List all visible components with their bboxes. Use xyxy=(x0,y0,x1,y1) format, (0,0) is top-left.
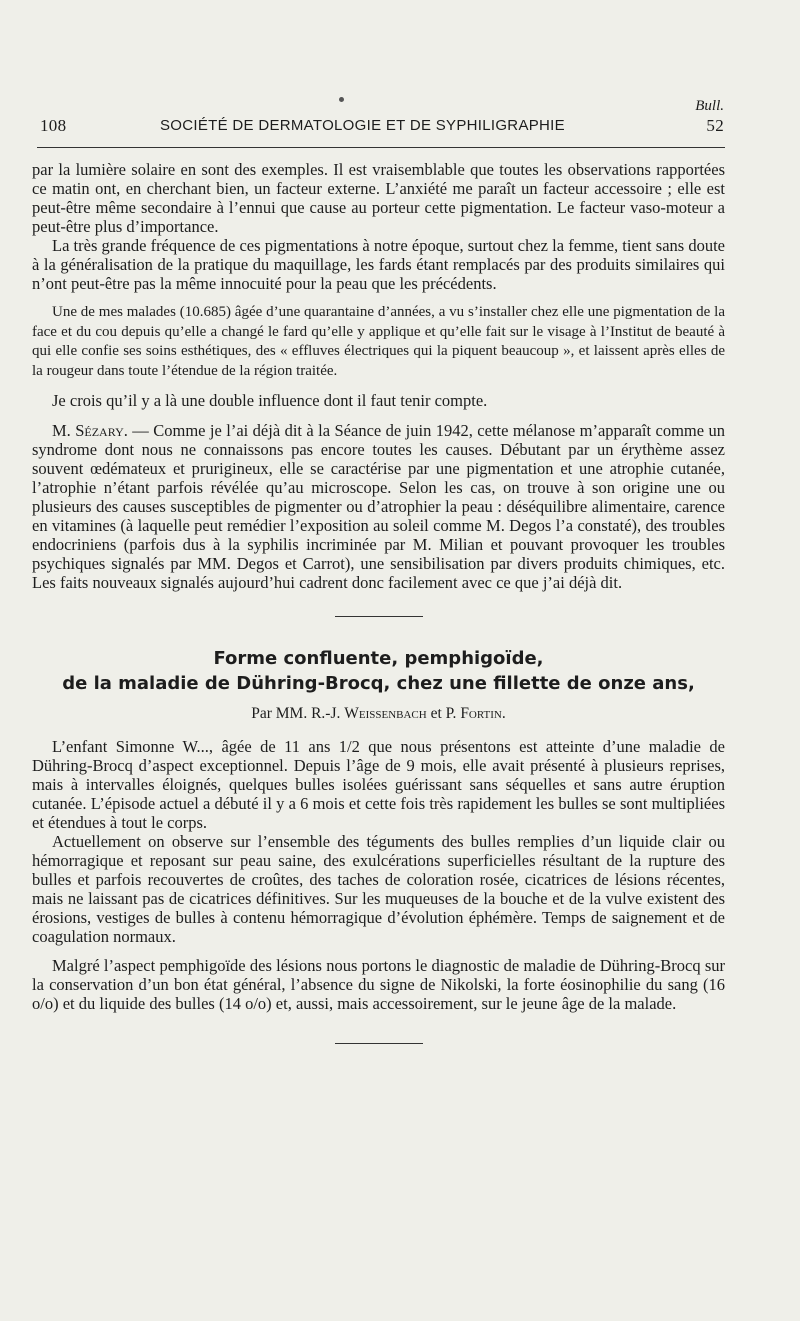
ink-dot xyxy=(339,97,344,102)
paragraph: La très grande fréquence de ces pigmentations à notre époque, surtout chez la femme, tient sans doute à la généralisation de la pratique du maquillage, les fards étant remplacés par des produits similaires qui n’ont peut-être pas la même innocuité pour la peau que les précédents. xyxy=(32,236,725,293)
page-number: 108 xyxy=(40,116,67,135)
author-name: Fortin. xyxy=(460,705,506,722)
paragraph-small: Une de mes malades (10.685) âgée d’une quarantaine d’années, a vu s’installer chez elle une pigmentation de la face et du cou depuis qu’elle a changé le fard qu’elle y applique et qu’elle fait sur le visage à l’Institut de beauté à qui elle confie ses soins esthétiques, des « effluves électriques qui la piquent beaucoup », et laissent après elles de la rougeur dans toute l’étendue de la région traitée. xyxy=(32,304,725,379)
article-title-line: de la maladie de Dühring-Brocq, chez une fillette de onze ans, xyxy=(62,673,695,694)
running-title: SOCIÉTÉ DE DERMATOLOGIE ET DE SYPHILIGRAPHIE xyxy=(160,117,565,134)
authors-mid: et P. xyxy=(426,705,461,722)
author-name: Weissenbach xyxy=(344,705,427,722)
paragraph: Actuellement on observe sur l’ensemble des téguments des bulles remplies d’un liquide clair ou hémorragique et reposant sur peau saine, des exulcérations superficielles résultant de la rupture des bulles et parfois recouvertes de croûtes, des taches de coloration rosée, cicatrices de lésions récentes, mais ne laissant pas de cicatrices définitives. Sur les muqueuses de la bouche et de la vulve existent des érosions, vestiges de bulles à contenu hémorragique d’évolution éphémère. Temps de saignement et de coagulation normaux. xyxy=(32,832,725,946)
authors-prefix: Par MM. R.-J. xyxy=(251,705,345,722)
article-authors xyxy=(32,704,725,723)
paragraph: L’enfant Simonne W..., âgée de 11 ans 1/2 que nous présentons est atteinte d’une maladie de Dühring-Brocq d’aspect exceptionnel. Depuis l’âge de 9 mois, elle avait présenté à plusieurs reprises, mais à intervalles éloignés, quelques bulles isolées guérissant sans séquelles et sans autre éruption cutanée. L’épisode actuel a débuté il y a 6 mois et cette fois très rapidement les bulles se sont multipliées et étendues à tout le corps. xyxy=(32,737,725,832)
paragraph-text: — Comme je l’ai déjà dit à la Séance de juin 1942, cette mélanose m’apparaît comme un syndrome dont nous ne connaissons pas encore toutes les causes. Débutant par un érythème assez souvent œdémateux et prurigineux, elle se caractérise par une pigmentation et une atrophie cutanée, l’atrophie n’étant parfois révélée qu’au microscope. Selon les cas, on trouve à son origine une ou plusieurs des causes susceptibles de pigmenter ou d’atrophier la peau : déséquilibre alimentaire, carence en vitamines (à laquelle peut remédier l’exposition au soleil comme M. Degos l’a constaté), des troubles endocriniens (parfois dus à la syphilis incriminée par M. Milian et pouvant provoquer les troubles psychiques signalés par MM. Degos et Carrot), une sensibilisation par divers produits chimiques, etc. Les faits nouveaux signalés aujourd’hui cadrent donc facilement avec ce que j’ai déjà dit. xyxy=(32,421,726,592)
header-rule xyxy=(37,147,725,148)
paragraph-sezary xyxy=(32,421,725,592)
speaker-name: M. Sézary. xyxy=(52,421,128,440)
body-text xyxy=(32,160,725,1044)
paragraph: Je crois qu’il y a là une double influence dont il faut tenir compte. xyxy=(52,391,488,410)
paragraph: par la lumière solaire en sont des exemples. Il est vraisemblable que toutes les observations rapportées ce matin ont, en cherchant bien, un facteur externe. L’anxiété me paraît un facteur accessoire ; elle est peut-être même secondaire à l’ennui que cause au porteur cette pigmentation. Le facteur vaso-moteur a peut-être plus d’importance. xyxy=(32,160,725,236)
section-separator xyxy=(335,616,423,617)
end-separator xyxy=(335,1043,423,1044)
paragraph: Malgré l’aspect pemphigoïde des lésions nous portons le diagnostic de maladie de Dühring-Brocq sur la conservation d’un bon état général, l’absence du signe de Nikolski, la forte éosinophilie du sang (16 o/o) et du liquide des bulles (14 o/o) et, aussi, mais accessoirement, sur le jeune âge de la malade. xyxy=(32,956,725,1013)
article-title xyxy=(32,646,725,696)
volume-number: 52 xyxy=(706,116,724,135)
running-header xyxy=(40,116,724,138)
article-title-line: Forme confluente, pemphigoïde, xyxy=(213,648,544,669)
journal-abbrev: Bull. xyxy=(695,98,724,114)
